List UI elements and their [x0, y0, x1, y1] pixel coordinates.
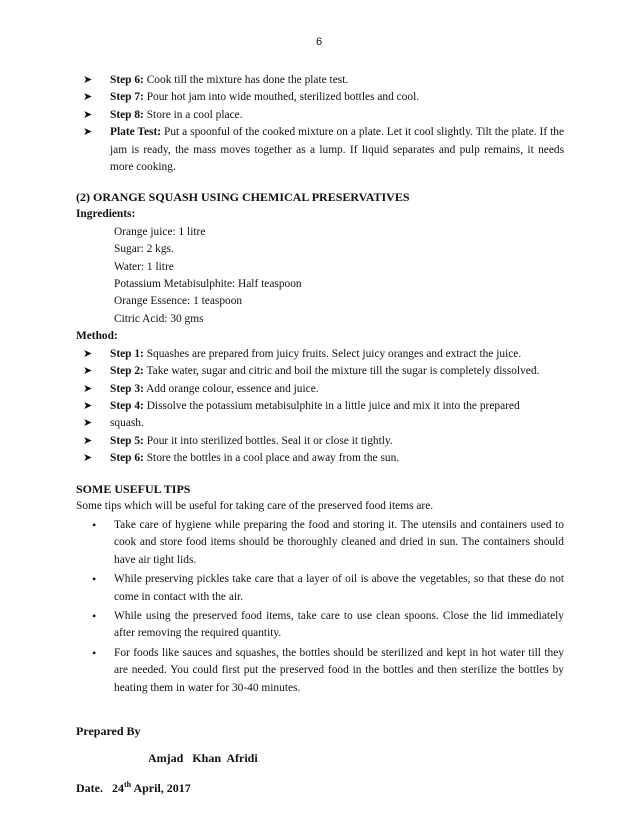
tips-intro: Some tips which will be useful for taking care of the preserved food items are. — [76, 499, 434, 512]
date-rest: April, 2017 — [131, 780, 191, 795]
arrow-bullet-icon: ➤ — [83, 399, 93, 412]
bullet-dot-icon: • — [92, 517, 97, 532]
list-item: ➤ Step 6: Store the bottles in a cool place and away from the sun. — [76, 450, 564, 467]
ingredients-list — [76, 224, 564, 328]
arrow-bullet-icon: ➤ — [83, 365, 93, 378]
list-item: ➤ Step 7: Pour hot jam into wide mouthed, sterilized bottles and cool. — [76, 89, 564, 106]
date-ordinal: th — [124, 779, 132, 789]
date-label: Date. — [76, 780, 103, 795]
method-label: Method: — [76, 330, 118, 343]
list-item: • Take care of hygiene while preparing the food and storing it. The utensils and containers used to cook and store food items should be thoroughly cleaned and dried in sun. The containers should have air tight lids. — [92, 517, 564, 566]
bullet-dot-icon: • — [92, 572, 97, 587]
ingredient-item: Sugar: 2 kgs. — [114, 243, 174, 256]
arrow-bullet-icon: ➤ — [83, 382, 93, 395]
list-item: ➤ Step 1: Squashes are prepared from juicy fruits. Select juicy oranges and extract the juice. — [76, 346, 564, 363]
list-item: • While preserving pickles take care that a layer of oil is above the vegetables, so that these do not come in contact with the air. — [92, 572, 564, 603]
list-item: ➤ squash. — [76, 415, 564, 432]
document-body — [76, 72, 564, 797]
squash-steps-list — [76, 346, 564, 468]
bullet-dot-icon: • — [92, 608, 97, 623]
list-item: ➤ Step 8: Store in a cool place. — [76, 107, 564, 124]
author-name: Amjad Khan Afridi — [148, 751, 258, 766]
list-item: ➤ Step 3: Add orange colour, essence and juice. — [76, 381, 564, 398]
list-item: ➤ Step 2: Take water, sugar and citric and boil the mixture till the sugar is completely dissolved. — [76, 363, 564, 380]
arrow-bullet-icon: ➤ — [83, 126, 93, 139]
tips-list — [76, 517, 564, 697]
tips-heading: SOME USEFUL TIPS — [76, 481, 191, 496]
ingredient-item: Potassium Metabisulphite: Half teaspoon — [114, 278, 302, 291]
arrow-bullet-icon: ➤ — [83, 347, 93, 360]
arrow-bullet-icon: ➤ — [83, 434, 93, 447]
jam-steps-list — [76, 72, 564, 176]
ingredient-item: Orange Essence: 1 teaspoon — [114, 295, 243, 308]
list-item: • While using the preserved food items, take care to use clean spoons. Close the lid immediately after removing the required quantity. — [92, 608, 564, 640]
arrow-bullet-icon: ➤ — [83, 74, 93, 86]
ingredient-item: Citric Acid: 30 gms — [114, 312, 204, 325]
date-day: 24 — [112, 780, 124, 795]
list-item: ➤ Step 6: Cook till the mixture has done the plate test. — [76, 72, 564, 89]
list-item: ➤ Step 4: Dissolve the potassium metabisulphite in a little juice and mix it into the prepared — [76, 398, 564, 415]
arrow-bullet-icon: ➤ — [83, 108, 93, 121]
ingredient-item: Orange juice: 1 litre — [114, 225, 206, 238]
list-item: ➤ Step 5: Pour it into sterilized bottles. Seal it or close it tightly. — [76, 433, 564, 450]
arrow-bullet-icon: ➤ — [83, 91, 93, 104]
list-item: • For foods like sauces and squashes, the bottles should be sterilized and kept in hot water till they are needed. You could first put the preserved food in the bottles and then sterilize the bottles by heating them in water for 30-40 minutes. — [92, 645, 564, 694]
squash-heading: (2) ORANGE SQUASH USING CHEMICAL PRESERVATIVES — [76, 190, 410, 205]
ingredients-label: Ingredients: — [76, 208, 136, 221]
date-line — [76, 780, 564, 797]
arrow-bullet-icon: ➤ — [83, 417, 93, 430]
prepared-by-label: Prepared By — [76, 724, 141, 738]
arrow-bullet-icon: ➤ — [83, 452, 93, 465]
bullet-dot-icon: • — [92, 645, 97, 660]
page-number: 6 — [315, 36, 323, 48]
list-item: ➤ Plate Test: Put a spoonful of the cooked mixture on a plate. Let it cool slightly. Tilt the plate. If the jam is ready, the mass moves together as a lump. If liquid separates and pulp remains, it needs more cooking. — [83, 126, 565, 174]
ingredient-item: Water: 1 litre — [114, 260, 174, 273]
